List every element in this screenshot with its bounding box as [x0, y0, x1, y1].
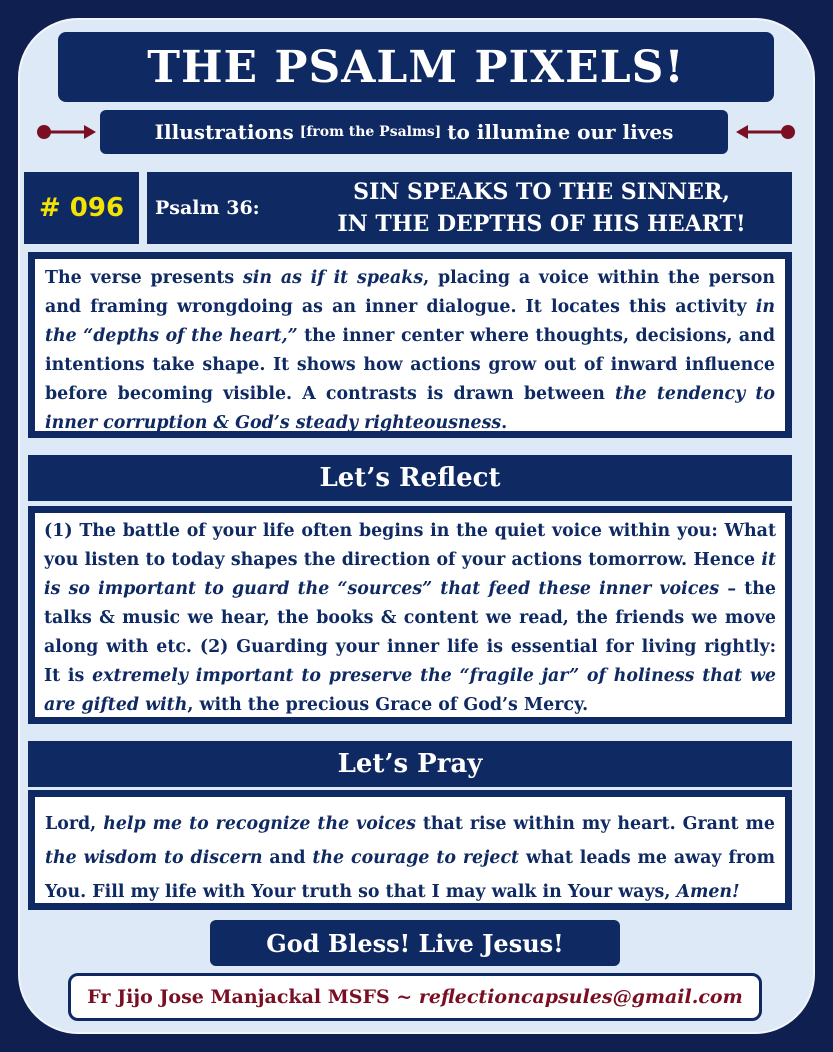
author-signature — [68, 973, 762, 1021]
entry-header — [147, 172, 792, 244]
intro-box — [28, 252, 792, 438]
subtitle-bracket-text: [from the Psalms] — [299, 124, 442, 140]
prayer-text: Lord, help me to recognize the voices that rise within my heart. Grant me the wisdom to discern and the courage to reject what leads me away from You. Fill my life with Your truth so that I may walk in Your ways, Amen! — [35, 797, 785, 903]
left-arrow-connector-icon — [34, 120, 96, 144]
entry-headline — [295, 176, 792, 240]
blessing-banner: God Bless! Live Jesus! — [210, 920, 620, 966]
pray-box — [28, 790, 792, 910]
author-name: Fr Jijo Jose Manjackal MSFS ~ — [87, 986, 413, 1008]
right-arrow-connector-icon — [736, 120, 798, 144]
author-email: reflectioncapsules@gmail.com — [418, 986, 743, 1008]
subtitle-banner — [100, 110, 728, 154]
psalm-reference: Psalm 36: — [155, 197, 260, 219]
reflect-heading: Let’s Reflect — [28, 455, 792, 501]
page-title: THE PSALM PIXELS! — [58, 32, 774, 102]
entry-number: # 096 — [24, 172, 139, 244]
intro-text: The verse presents sin as if it speaks, placing a voice within the person and framing wrongdoing as an inner dialogue. It locates this activity in the “depths of the heart,” the inner center where thoughts, decisions, and intentions take shape. It shows how actions grow out of inward influence before becoming visible. A contrasts is drawn between the tendency to inner corruption & God’s steady righteousness. — [35, 259, 785, 431]
reflect-text: (1) The battle of your life often begins in the quiet voice within you: What you listen to today shapes the direction of your actions tomorrow. Hence it is so important to guard the “sources” that feed these inner voices – the talks & music we hear, the books & content we read, the friends we move along with etc. (2) Guarding your inner life is essential for living rightly: It is extremely important to preserve the “fragile jar” of holiness that we are gifted with, with the precious Grace of God’s Mercy. — [35, 513, 785, 717]
reflect-box — [28, 506, 792, 724]
headline-line-2: IN THE DEPTHS OF HIS HEART! — [337, 211, 746, 237]
pray-heading: Let’s Pray — [28, 741, 792, 787]
headline-line-1: SIN SPEAKS TO THE SINNER, — [353, 179, 730, 205]
subtitle-text: Illustrations — [154, 120, 294, 144]
subtitle-text-end: to illumine our lives — [447, 120, 674, 144]
